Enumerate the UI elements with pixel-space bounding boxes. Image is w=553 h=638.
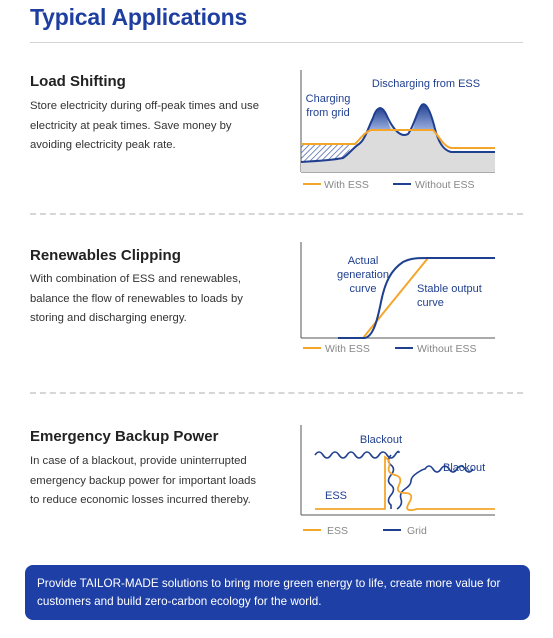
annotation-charging-line1: Charging: [305, 93, 351, 105]
closing-banner: [25, 565, 530, 620]
annotation-stable-line2: curve: [417, 297, 444, 309]
annotation-blackout-top: Blackout: [359, 434, 403, 446]
legend-with-ess: With ESS: [325, 343, 370, 355]
renewables-clipping-chart: [293, 242, 503, 377]
section-title-emergency-backup: Emergency Backup Power: [30, 428, 219, 445]
legend-with-ess: With ESS: [324, 179, 369, 191]
legend-without-ess: Without ESS: [417, 343, 477, 355]
annotation-ess: ESS: [325, 490, 348, 502]
section-divider: [30, 213, 523, 215]
section-desc-renewables-clipping: With combination of ESS and renewables, balance the flow of renewables to loads by storing and discharging energy.: [30, 273, 243, 324]
annotation-actual-line1: Actual: [347, 255, 379, 267]
annotation-actual-line2: generation: [337, 269, 389, 281]
section-divider: [30, 392, 523, 394]
annotation-charging-line2: from grid: [306, 107, 350, 119]
annotation-blackout-right: Blackout: [443, 462, 486, 474]
legend-without-ess: Without ESS: [415, 179, 475, 191]
section-desc-load-shifting: Store electricity during off-peak times and use electricity at peak times. Save money by avoiding electricity peak rate.: [30, 100, 259, 151]
annotation-actual-line3: curve: [349, 283, 377, 295]
annotation-stable-line1: Stable output: [417, 283, 482, 295]
section-title-load-shifting: Load Shifting: [30, 73, 126, 90]
load-shifting-chart: [293, 70, 503, 205]
title-divider: [30, 42, 523, 43]
legend-ess: ESS: [327, 525, 349, 537]
annotation-discharging: Discharging from ESS: [371, 78, 481, 90]
section-title-renewables-clipping: Renewables Clipping: [30, 247, 181, 264]
banner-text: Provide TAILOR-MADE solutions to bring more green energy to life, create more value for customers and build zero-carbon ecology for the world.: [37, 577, 501, 608]
legend-grid: Grid: [407, 525, 427, 537]
page-title: Typical Applications: [30, 4, 248, 30]
section-desc-emergency-backup: In case of a blackout, provide uninterrupted emergency backup power for important loads to reduce economic losses incurred thereby.: [30, 455, 257, 506]
emergency-backup-chart: [293, 425, 503, 560]
